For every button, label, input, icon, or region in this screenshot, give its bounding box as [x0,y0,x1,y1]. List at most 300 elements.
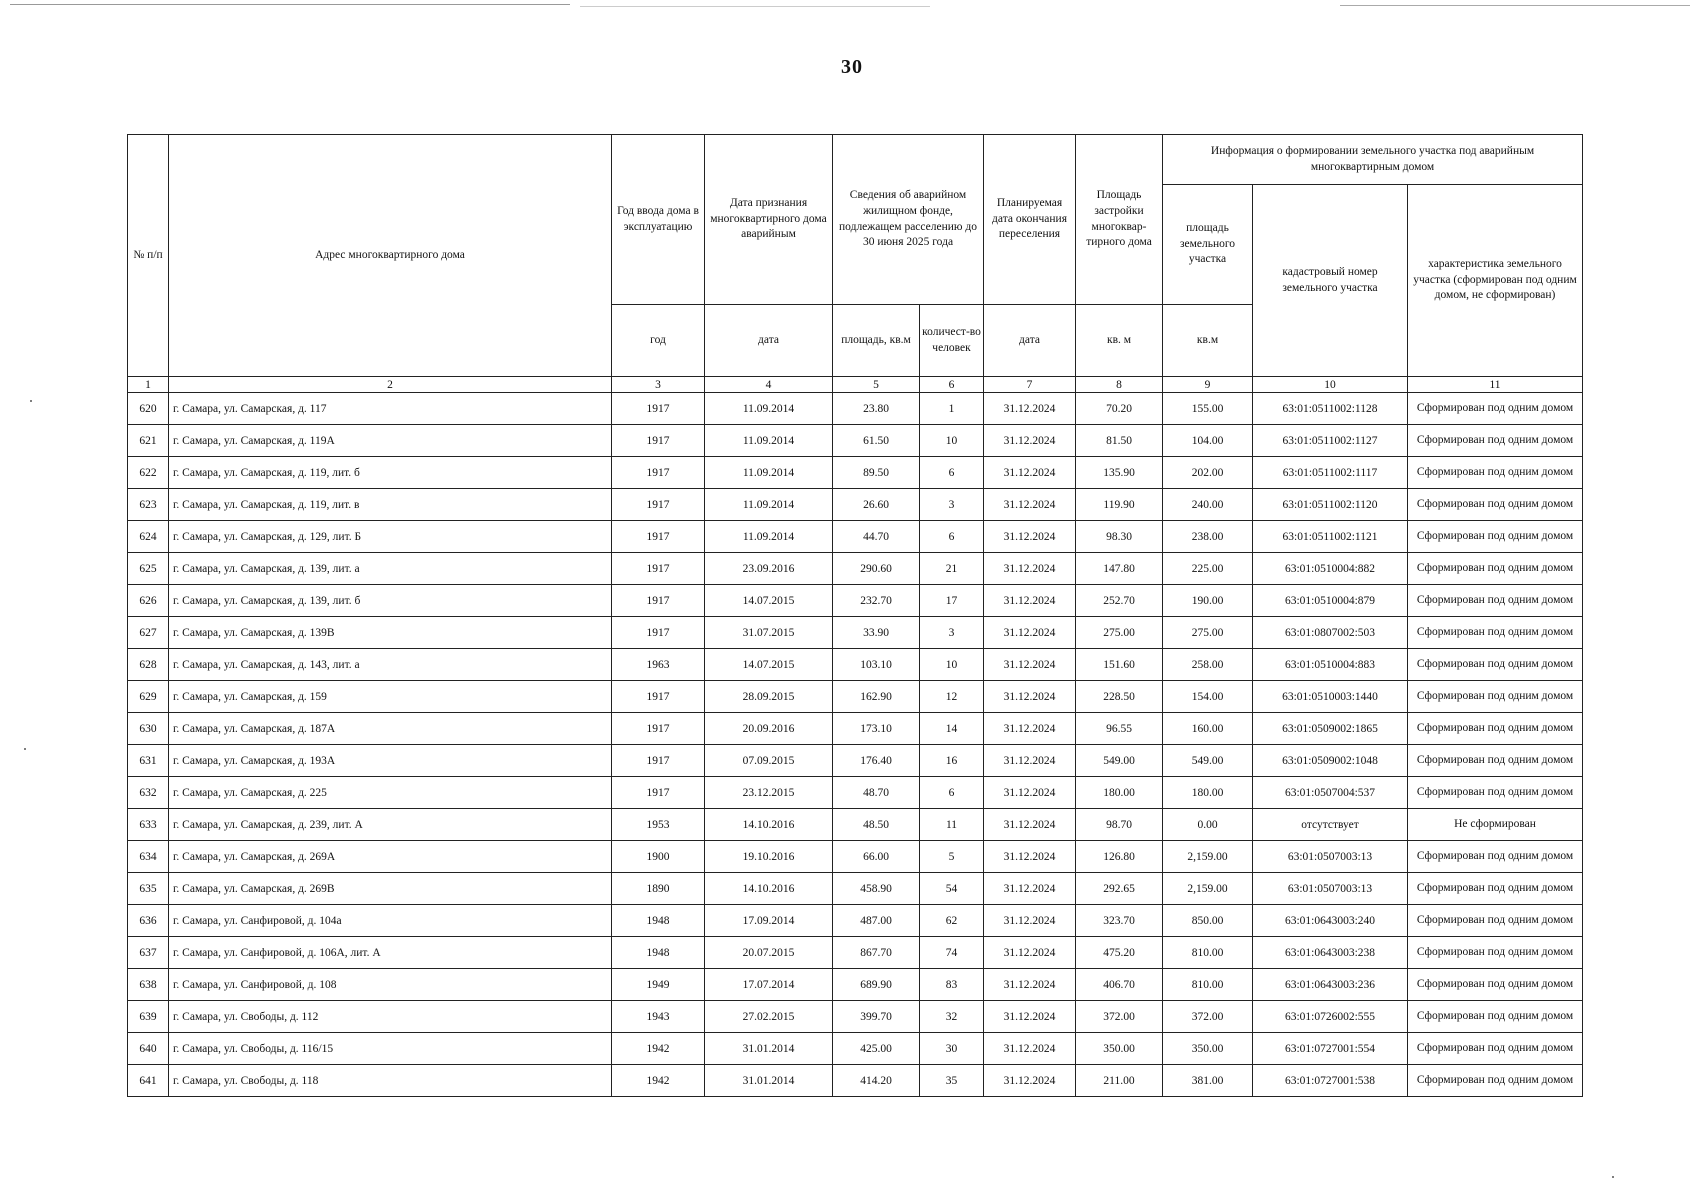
area-cell: 867.70 [833,937,920,969]
recognition-date-cell: 11.09.2014 [705,521,833,553]
people-cell: 35 [920,1065,984,1097]
building-area-cell: 98.30 [1076,521,1163,553]
recognition-date-cell: 14.10.2016 [705,809,833,841]
people-cell: 83 [920,969,984,1001]
land-area-cell: 104.00 [1163,425,1253,457]
building-area-cell: 81.50 [1076,425,1163,457]
column-number-row [128,377,1583,393]
building-area-cell: 292.65 [1076,873,1163,905]
building-area-cell: 406.70 [1076,969,1163,1001]
address-cell: г. Самара, ул. Самарская, д. 117 [169,393,612,425]
land-characteristic-cell: Сформирован под одним домом [1408,841,1583,873]
table-row [128,809,1583,841]
area-cell: 162.90 [833,681,920,713]
column-number: 10 [1253,377,1408,393]
planned-date-cell: 31.12.2024 [984,553,1076,585]
table-row [128,873,1583,905]
land-characteristic-cell: Сформирован под одним домом [1408,1001,1583,1033]
row-number: 622 [128,457,169,489]
planned-date-cell: 31.12.2024 [984,937,1076,969]
area-cell: 103.10 [833,649,920,681]
row-number: 623 [128,489,169,521]
people-cell: 62 [920,905,984,937]
people-cell: 30 [920,1033,984,1065]
address-cell: г. Самара, ул. Санфировой, д. 104а [169,905,612,937]
land-characteristic-cell: Не сформирован [1408,809,1583,841]
row-number: 628 [128,649,169,681]
cadastral-number-cell: отсутствует [1253,809,1408,841]
address-cell: г. Самара, ул. Самарская, д. 269А [169,841,612,873]
building-area-cell: 151.60 [1076,649,1163,681]
table-row [128,1033,1583,1065]
planned-date-cell: 31.12.2024 [984,681,1076,713]
row-number: 636 [128,905,169,937]
land-area-cell: 240.00 [1163,489,1253,521]
table-row [128,1001,1583,1033]
row-number: 629 [128,681,169,713]
address-cell: г. Самара, ул. Самарская, д. 119, лит. б [169,457,612,489]
row-number: 620 [128,393,169,425]
area-cell: 26.60 [833,489,920,521]
address-cell: г. Самара, ул. Самарская, д. 139, лит. а [169,553,612,585]
recognition-date-cell: 11.09.2014 [705,457,833,489]
header-year: Год ввода дома в эксплуатацию [612,135,705,305]
recognition-date-cell: 28.09.2015 [705,681,833,713]
planned-date-cell: 31.12.2024 [984,425,1076,457]
address-cell: г. Самара, ул. Самарская, д. 159 [169,681,612,713]
table-row [128,969,1583,1001]
address-cell: г. Самара, ул. Самарская, д. 239, лит. А [169,809,612,841]
land-characteristic-cell: Сформирован под одним домом [1408,905,1583,937]
building-area-cell: 350.00 [1076,1033,1163,1065]
header-date-recognition: Дата признания многоквартирного дома аварийным [705,135,833,305]
land-characteristic-cell: Сформирован под одним домом [1408,713,1583,745]
area-cell: 48.70 [833,777,920,809]
area-cell: 61.50 [833,425,920,457]
area-cell: 399.70 [833,1001,920,1033]
planned-date-cell: 31.12.2024 [984,777,1076,809]
recognition-date-cell: 17.07.2014 [705,969,833,1001]
address-cell: г. Самара, ул. Санфировой, д. 106А, лит. А [169,937,612,969]
people-cell: 6 [920,777,984,809]
address-cell: г. Самара, ул. Свободы, д. 112 [169,1001,612,1033]
people-cell: 16 [920,745,984,777]
year-cell: 1917 [612,521,705,553]
header-land-area: площадь земельного участка [1163,185,1253,305]
scan-artifact-line [580,6,930,7]
land-area-cell: 2,159.00 [1163,873,1253,905]
land-characteristic-cell: Сформирован под одним домом [1408,969,1583,1001]
land-area-cell: 155.00 [1163,393,1253,425]
year-cell: 1890 [612,873,705,905]
year-cell: 1942 [612,1065,705,1097]
recognition-date-cell: 23.12.2015 [705,777,833,809]
recognition-date-cell: 20.07.2015 [705,937,833,969]
area-cell: 414.20 [833,1065,920,1097]
cadastral-number-cell: 63:01:0727001:538 [1253,1065,1408,1097]
recognition-date-cell: 23.09.2016 [705,553,833,585]
year-cell: 1963 [612,649,705,681]
people-cell: 3 [920,617,984,649]
building-area-cell: 180.00 [1076,777,1163,809]
people-cell: 32 [920,1001,984,1033]
land-area-cell: 154.00 [1163,681,1253,713]
recognition-date-cell: 31.01.2014 [705,1033,833,1065]
header-land-char: характеристика земельного участка (сформирован под одним домом, не сформирован) [1408,185,1583,377]
area-cell: 290.60 [833,553,920,585]
scan-artifact-line [1340,5,1690,6]
land-characteristic-cell: Сформирован под одним домом [1408,617,1583,649]
year-cell: 1917 [612,585,705,617]
table-row [128,937,1583,969]
people-cell: 1 [920,393,984,425]
people-cell: 17 [920,585,984,617]
recognition-date-cell: 14.07.2015 [705,649,833,681]
planned-date-cell: 31.12.2024 [984,457,1076,489]
area-cell: 425.00 [833,1033,920,1065]
planned-date-cell: 31.12.2024 [984,1033,1076,1065]
area-cell: 487.00 [833,905,920,937]
land-characteristic-cell: Сформирован под одним домом [1408,681,1583,713]
recognition-date-cell: 20.09.2016 [705,713,833,745]
row-number: 624 [128,521,169,553]
row-number: 625 [128,553,169,585]
year-cell: 1948 [612,937,705,969]
table-row [128,425,1583,457]
people-cell: 3 [920,489,984,521]
row-number: 633 [128,809,169,841]
row-number: 637 [128,937,169,969]
land-area-cell: 180.00 [1163,777,1253,809]
land-characteristic-cell: Сформирован под одним домом [1408,777,1583,809]
land-characteristic-cell: Сформирован под одним домом [1408,1033,1583,1065]
unit-people: количест-во человек [920,305,984,377]
cadastral-number-cell: 63:01:0510003:1440 [1253,681,1408,713]
land-area-cell: 810.00 [1163,937,1253,969]
scan-artifact-line [10,4,570,5]
table-row [128,457,1583,489]
table-row [128,905,1583,937]
building-area-cell: 135.90 [1076,457,1163,489]
building-area-cell: 475.20 [1076,937,1163,969]
row-number: 639 [128,1001,169,1033]
land-area-cell: 258.00 [1163,649,1253,681]
area-cell: 48.50 [833,809,920,841]
planned-date-cell: 31.12.2024 [984,873,1076,905]
row-number: 641 [128,1065,169,1097]
people-cell: 6 [920,521,984,553]
year-cell: 1900 [612,841,705,873]
building-area-cell: 323.70 [1076,905,1163,937]
header-building-area: Площадь застройки многоквар-тирного дома [1076,135,1163,305]
planned-date-cell: 31.12.2024 [984,521,1076,553]
people-cell: 10 [920,425,984,457]
area-cell: 176.40 [833,745,920,777]
planned-date-cell: 31.12.2024 [984,489,1076,521]
column-number: 5 [833,377,920,393]
table-row [128,617,1583,649]
cadastral-number-cell: 63:01:0807002:503 [1253,617,1408,649]
header-address: Адрес многоквартирного дома [169,135,612,377]
land-area-cell: 372.00 [1163,1001,1253,1033]
land-characteristic-cell: Сформирован под одним домом [1408,745,1583,777]
area-cell: 458.90 [833,873,920,905]
address-cell: г. Самара, ул. Самарская, д. 143, лит. а [169,649,612,681]
land-area-cell: 202.00 [1163,457,1253,489]
unit-year: год [612,305,705,377]
land-characteristic-cell: Сформирован под одним домом [1408,649,1583,681]
cadastral-number-cell: 63:01:0511002:1121 [1253,521,1408,553]
people-cell: 6 [920,457,984,489]
address-cell: г. Самара, ул. Самарская, д. 187А [169,713,612,745]
table-row [128,521,1583,553]
column-number: 9 [1163,377,1253,393]
address-cell: г. Самара, ул. Самарская, д. 129, лит. Б [169,521,612,553]
column-number: 1 [128,377,169,393]
unit-kvm2: кв.м [1163,305,1253,377]
cadastral-number-cell: 63:01:0643003:238 [1253,937,1408,969]
area-cell: 689.90 [833,969,920,1001]
address-cell: г. Самара, ул. Самарская, д. 119А [169,425,612,457]
recognition-date-cell: 11.09.2014 [705,489,833,521]
unit-kvm: кв. м [1076,305,1163,377]
column-number: 4 [705,377,833,393]
table-row [128,681,1583,713]
land-area-cell: 160.00 [1163,713,1253,745]
planned-date-cell: 31.12.2024 [984,649,1076,681]
row-number: 635 [128,873,169,905]
year-cell: 1917 [612,681,705,713]
people-cell: 11 [920,809,984,841]
cadastral-number-cell: 63:01:0507004:537 [1253,777,1408,809]
scan-speck [24,748,26,750]
land-area-cell: 381.00 [1163,1065,1253,1097]
row-number: 631 [128,745,169,777]
land-area-cell: 350.00 [1163,1033,1253,1065]
cadastral-number-cell: 63:01:0509002:1865 [1253,713,1408,745]
year-cell: 1942 [612,1033,705,1065]
emergency-housing-table [127,134,1583,1097]
row-number: 626 [128,585,169,617]
land-area-cell: 238.00 [1163,521,1253,553]
recognition-date-cell: 11.09.2014 [705,425,833,457]
people-cell: 54 [920,873,984,905]
unit-date2: дата [984,305,1076,377]
land-area-cell: 0.00 [1163,809,1253,841]
unit-area: площадь, кв.м [833,305,920,377]
row-number: 634 [128,841,169,873]
address-cell: г. Самара, ул. Самарская, д. 139В [169,617,612,649]
table-row [128,393,1583,425]
year-cell: 1917 [612,489,705,521]
cadastral-number-cell: 63:01:0511002:1117 [1253,457,1408,489]
planned-date-cell: 31.12.2024 [984,841,1076,873]
cadastral-number-cell: 63:01:0511002:1127 [1253,425,1408,457]
year-cell: 1943 [612,1001,705,1033]
area-cell: 173.10 [833,713,920,745]
planned-date-cell: 31.12.2024 [984,1065,1076,1097]
people-cell: 14 [920,713,984,745]
table-row [128,489,1583,521]
recognition-date-cell: 14.10.2016 [705,873,833,905]
header-emergency-info: Сведения об аварийном жилищном фонде, подлежащем расселению до 30 июня 2025 года [833,135,984,305]
planned-date-cell: 31.12.2024 [984,393,1076,425]
cadastral-number-cell: 63:01:0510004:879 [1253,585,1408,617]
people-cell: 5 [920,841,984,873]
recognition-date-cell: 11.09.2014 [705,393,833,425]
recognition-date-cell: 17.09.2014 [705,905,833,937]
land-characteristic-cell: Сформирован под одним домом [1408,873,1583,905]
cadastral-number-cell: 63:01:0727001:554 [1253,1033,1408,1065]
area-cell: 44.70 [833,521,920,553]
address-cell: г. Самара, ул. Самарская, д. 269В [169,873,612,905]
year-cell: 1917 [612,553,705,585]
building-area-cell: 119.90 [1076,489,1163,521]
area-cell: 33.90 [833,617,920,649]
table-row [128,777,1583,809]
building-area-cell: 228.50 [1076,681,1163,713]
column-number: 3 [612,377,705,393]
land-characteristic-cell: Сформирован под одним домом [1408,457,1583,489]
table-row [128,1065,1583,1097]
row-number: 638 [128,969,169,1001]
people-cell: 74 [920,937,984,969]
page-number: 30 [841,56,863,78]
address-cell: г. Самара, ул. Санфировой, д. 108 [169,969,612,1001]
cadastral-number-cell: 63:01:0643003:240 [1253,905,1408,937]
recognition-date-cell: 31.01.2014 [705,1065,833,1097]
year-cell: 1917 [612,617,705,649]
column-number: 11 [1408,377,1583,393]
year-cell: 1917 [612,713,705,745]
unit-date: дата [705,305,833,377]
land-characteristic-cell: Сформирован под одним домом [1408,937,1583,969]
cadastral-number-cell: 63:01:0509002:1048 [1253,745,1408,777]
land-characteristic-cell: Сформирован под одним домом [1408,489,1583,521]
land-area-cell: 810.00 [1163,969,1253,1001]
table-row [128,713,1583,745]
building-area-cell: 275.00 [1076,617,1163,649]
scan-speck [1612,1176,1614,1178]
land-characteristic-cell: Сформирован под одним домом [1408,425,1583,457]
land-characteristic-cell: Сформирован под одним домом [1408,1065,1583,1097]
people-cell: 21 [920,553,984,585]
address-cell: г. Самара, ул. Свободы, д. 118 [169,1065,612,1097]
land-characteristic-cell: Сформирован под одним домом [1408,585,1583,617]
header-num: № п/п [128,135,169,377]
planned-date-cell: 31.12.2024 [984,905,1076,937]
table-row [128,745,1583,777]
header-cadastral: кадастровый номер земельного участка [1253,185,1408,377]
land-characteristic-cell: Сформирован под одним домом [1408,393,1583,425]
area-cell: 232.70 [833,585,920,617]
cadastral-number-cell: 63:01:0507003:13 [1253,873,1408,905]
column-number: 2 [169,377,612,393]
table-row [128,649,1583,681]
cadastral-number-cell: 63:01:0511002:1120 [1253,489,1408,521]
table-row [128,841,1583,873]
cadastral-number-cell: 63:01:0507003:13 [1253,841,1408,873]
row-number: 640 [128,1033,169,1065]
cadastral-number-cell: 63:01:0510004:882 [1253,553,1408,585]
planned-date-cell: 31.12.2024 [984,745,1076,777]
land-characteristic-cell: Сформирован под одним домом [1408,521,1583,553]
cadastral-number-cell: 63:01:0511002:1128 [1253,393,1408,425]
planned-date-cell: 31.12.2024 [984,1001,1076,1033]
land-area-cell: 850.00 [1163,905,1253,937]
building-area-cell: 70.20 [1076,393,1163,425]
scan-speck [30,400,32,402]
recognition-date-cell: 27.02.2015 [705,1001,833,1033]
recognition-date-cell: 19.10.2016 [705,841,833,873]
year-cell: 1917 [612,393,705,425]
area-cell: 66.00 [833,841,920,873]
land-area-cell: 225.00 [1163,553,1253,585]
cadastral-number-cell: 63:01:0726002:555 [1253,1001,1408,1033]
building-area-cell: 126.80 [1076,841,1163,873]
column-number: 8 [1076,377,1163,393]
year-cell: 1948 [612,905,705,937]
planned-date-cell: 31.12.2024 [984,713,1076,745]
year-cell: 1917 [612,777,705,809]
year-cell: 1917 [612,425,705,457]
land-area-cell: 190.00 [1163,585,1253,617]
planned-date-cell: 31.12.2024 [984,617,1076,649]
building-area-cell: 211.00 [1076,1065,1163,1097]
area-cell: 89.50 [833,457,920,489]
land-area-cell: 2,159.00 [1163,841,1253,873]
land-area-cell: 549.00 [1163,745,1253,777]
building-area-cell: 549.00 [1076,745,1163,777]
address-cell: г. Самара, ул. Самарская, д. 225 [169,777,612,809]
building-area-cell: 252.70 [1076,585,1163,617]
column-number: 6 [920,377,984,393]
address-cell: г. Самара, ул. Свободы, д. 116/15 [169,1033,612,1065]
land-area-cell: 275.00 [1163,617,1253,649]
recognition-date-cell: 31.07.2015 [705,617,833,649]
header-land-info: Информация о формировании земельного участка под аварийным многоквартирным домом [1163,135,1583,185]
building-area-cell: 147.80 [1076,553,1163,585]
building-area-cell: 372.00 [1076,1001,1163,1033]
building-area-cell: 96.55 [1076,713,1163,745]
year-cell: 1917 [612,457,705,489]
header-planned-date: Планируемая дата окончания переселения [984,135,1076,305]
year-cell: 1917 [612,745,705,777]
recognition-date-cell: 07.09.2015 [705,745,833,777]
row-number: 630 [128,713,169,745]
row-number: 621 [128,425,169,457]
table-row [128,553,1583,585]
people-cell: 12 [920,681,984,713]
address-cell: г. Самара, ул. Самарская, д. 119, лит. в [169,489,612,521]
address-cell: г. Самара, ул. Самарская, д. 193А [169,745,612,777]
address-cell: г. Самара, ул. Самарская, д. 139, лит. б [169,585,612,617]
planned-date-cell: 31.12.2024 [984,585,1076,617]
row-number: 632 [128,777,169,809]
cadastral-number-cell: 63:01:0510004:883 [1253,649,1408,681]
planned-date-cell: 31.12.2024 [984,969,1076,1001]
column-number: 7 [984,377,1076,393]
year-cell: 1953 [612,809,705,841]
building-area-cell: 98.70 [1076,809,1163,841]
planned-date-cell: 31.12.2024 [984,809,1076,841]
people-cell: 10 [920,649,984,681]
row-number: 627 [128,617,169,649]
table-row [128,585,1583,617]
cadastral-number-cell: 63:01:0643003:236 [1253,969,1408,1001]
land-characteristic-cell: Сформирован под одним домом [1408,553,1583,585]
area-cell: 23.80 [833,393,920,425]
